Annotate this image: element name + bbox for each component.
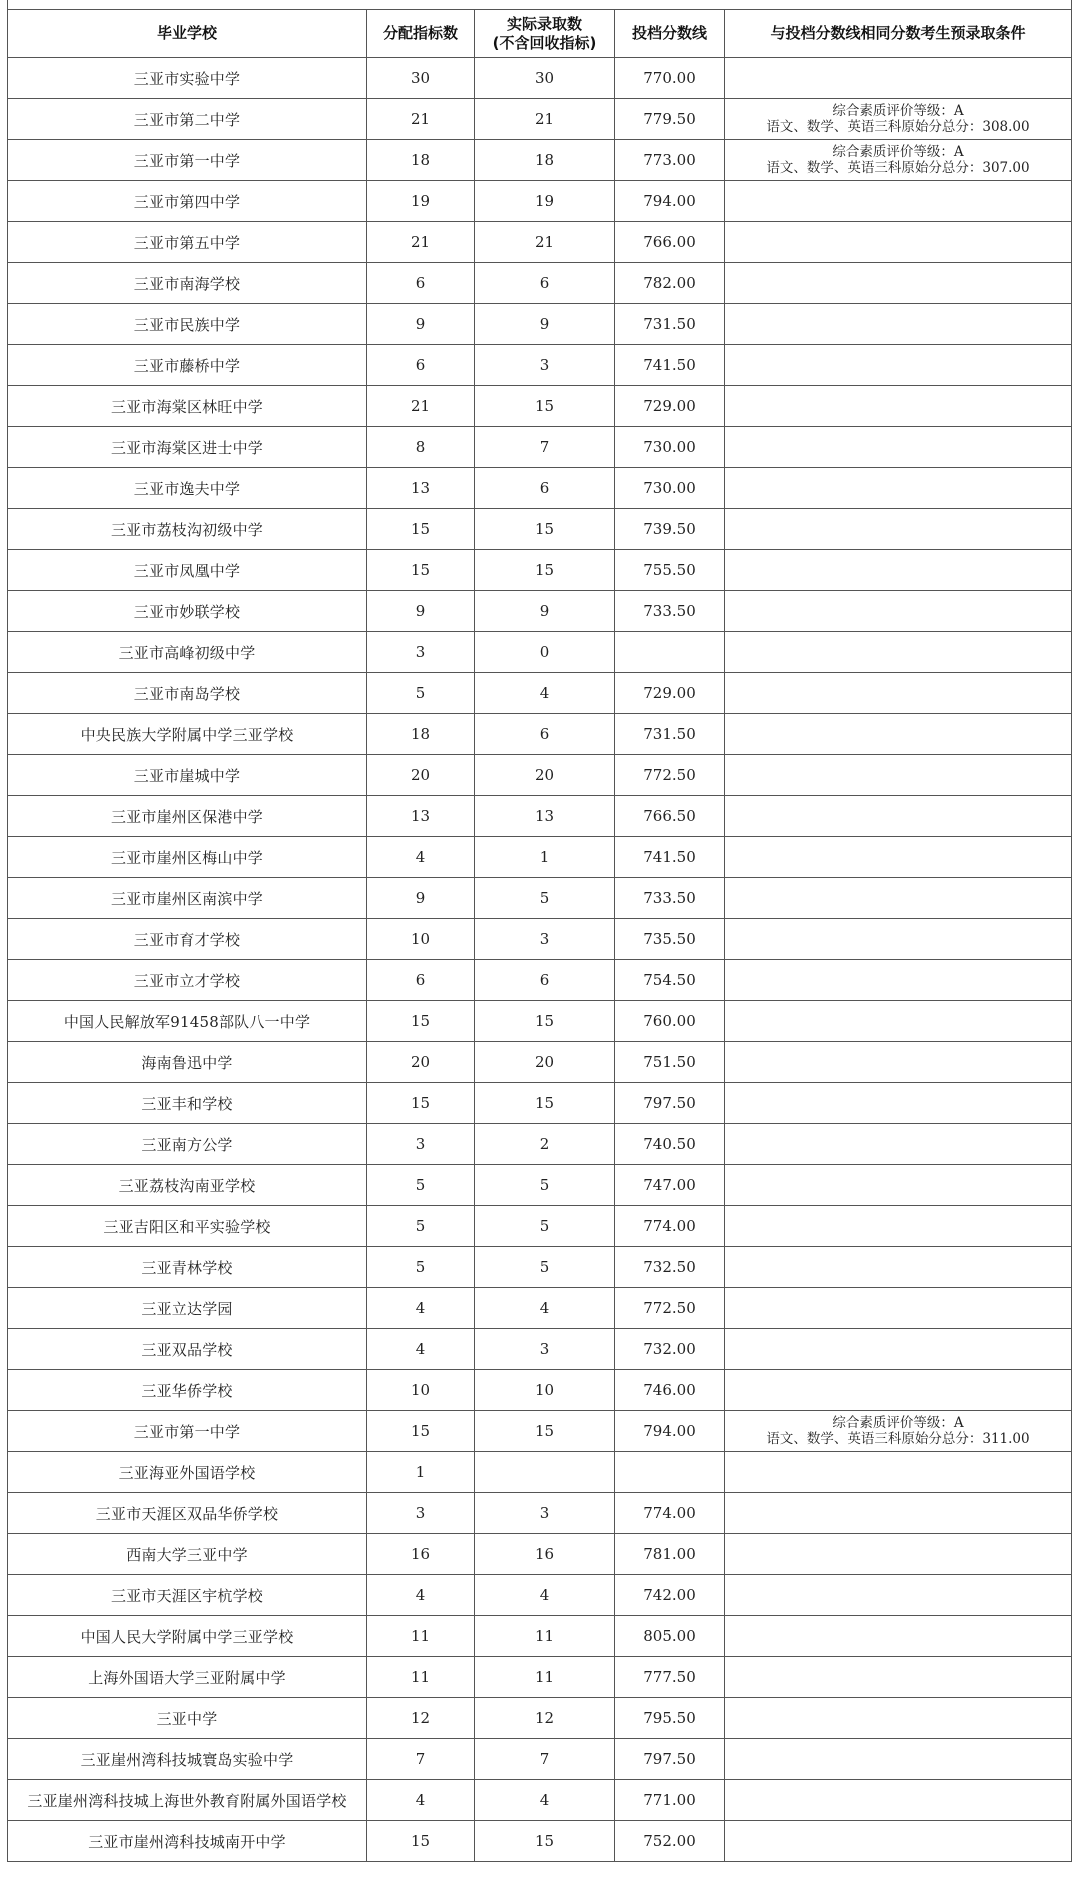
table-row [8, 1616, 1072, 1657]
score-line-cell: 742.00 [615, 1575, 725, 1616]
table-row [8, 796, 1072, 837]
quota-cell: 21 [367, 386, 475, 427]
quota-cell: 21 [367, 99, 475, 140]
school-name-cell: 三亚市南海学校 [8, 263, 367, 304]
quota-cell: 19 [367, 181, 475, 222]
admitted-count-cell: 6 [475, 468, 615, 509]
admission-condition-cell [725, 1821, 1072, 1862]
admission-condition-cell [725, 99, 1072, 140]
score-line-cell: 747.00 [615, 1165, 725, 1206]
admission-condition-cell [725, 1575, 1072, 1616]
school-name-cell: 三亚市育才学校 [8, 919, 367, 960]
school-name-cell: 三亚市第五中学 [8, 222, 367, 263]
admission-condition-cell [725, 386, 1072, 427]
score-line-cell: 760.00 [615, 1001, 725, 1042]
admission-condition-cell [725, 1042, 1072, 1083]
score-line-cell: 772.50 [615, 755, 725, 796]
admission-condition-cell [725, 58, 1072, 99]
admission-condition-cell [725, 1657, 1072, 1698]
quota-cell: 18 [367, 714, 475, 755]
admission-condition-cell [725, 345, 1072, 386]
table-row [8, 1411, 1072, 1452]
quota-cell: 7 [367, 1739, 475, 1780]
score-line-cell: 741.50 [615, 837, 725, 878]
score-line-cell: 772.50 [615, 1288, 725, 1329]
quota-cell: 15 [367, 1821, 475, 1862]
admission-condition-cell [725, 591, 1072, 632]
quota-cell: 15 [367, 550, 475, 591]
admission-condition-cell [725, 222, 1072, 263]
admission-condition-cell [725, 1124, 1072, 1165]
quota-cell: 4 [367, 1329, 475, 1370]
table-row [8, 837, 1072, 878]
admitted-count-cell: 15 [475, 550, 615, 591]
admitted-count-cell: 1 [475, 837, 615, 878]
admitted-count-cell: 16 [475, 1534, 615, 1575]
admitted-count-cell: 11 [475, 1616, 615, 1657]
quota-cell: 9 [367, 878, 475, 919]
table-row [8, 960, 1072, 1001]
admission-condition-cell [725, 1001, 1072, 1042]
quota-cell: 6 [367, 345, 475, 386]
admitted-count-cell: 19 [475, 181, 615, 222]
table-body [8, 58, 1072, 1862]
table-row [8, 714, 1072, 755]
admitted-count-cell: 3 [475, 1493, 615, 1534]
quota-cell: 4 [367, 837, 475, 878]
quota-cell: 18 [367, 140, 475, 181]
school-name-cell: 西南大学三亚中学 [8, 1534, 367, 1575]
score-line-cell: 779.50 [615, 99, 725, 140]
table-row [8, 1493, 1072, 1534]
school-name-cell: 三亚市实验中学 [8, 58, 367, 99]
table-row [8, 1206, 1072, 1247]
table-row [8, 1534, 1072, 1575]
school-name-cell: 三亚市海棠区林旺中学 [8, 386, 367, 427]
quota-cell: 20 [367, 1042, 475, 1083]
admitted-count-cell: 6 [475, 960, 615, 1001]
score-line-cell: 732.50 [615, 1247, 725, 1288]
school-name-cell: 三亚市立才学校 [8, 960, 367, 1001]
score-line-cell: 729.00 [615, 386, 725, 427]
school-name-cell: 三亚市逸夫中学 [8, 468, 367, 509]
admitted-count-cell: 0 [475, 632, 615, 673]
admission-condition-cell [725, 1616, 1072, 1657]
school-name-cell: 三亚南方公学 [8, 1124, 367, 1165]
quota-cell: 1 [367, 1452, 475, 1493]
quota-cell: 5 [367, 673, 475, 714]
quota-cell: 15 [367, 1411, 475, 1452]
table-row [8, 140, 1072, 181]
table-row [8, 1083, 1072, 1124]
admitted-count-cell: 3 [475, 345, 615, 386]
quota-cell: 13 [367, 468, 475, 509]
school-name-cell: 三亚市海棠区进士中学 [8, 427, 367, 468]
admission-condition-cell [725, 1206, 1072, 1247]
table-row [8, 1657, 1072, 1698]
quota-cell: 9 [367, 591, 475, 632]
admitted-count-cell: 3 [475, 919, 615, 960]
score-line-cell: 794.00 [615, 1411, 725, 1452]
admitted-count-cell: 9 [475, 591, 615, 632]
admission-score-table [7, 0, 1072, 1862]
condition-raw-score-total: 语文、数学、英语三科原始分总分：311.00 [766, 1431, 1030, 1447]
quota-cell: 3 [367, 1124, 475, 1165]
school-name-cell: 三亚双品学校 [8, 1329, 367, 1370]
admitted-count-cell: 4 [475, 1288, 615, 1329]
admitted-count-cell: 21 [475, 222, 615, 263]
table-row [8, 1001, 1072, 1042]
table-row [8, 1739, 1072, 1780]
admitted-count-cell: 7 [475, 1739, 615, 1780]
school-name-cell: 中央民族大学附属中学三亚学校 [8, 714, 367, 755]
table-row [8, 263, 1072, 304]
score-line-cell: 774.00 [615, 1206, 725, 1247]
quota-cell: 3 [367, 1493, 475, 1534]
admission-condition-cell [725, 427, 1072, 468]
score-line-cell: 730.00 [615, 468, 725, 509]
school-name-cell: 三亚市天涯区双品华侨学校 [8, 1493, 367, 1534]
admission-condition-cell [725, 1288, 1072, 1329]
table-row [8, 632, 1072, 673]
admission-condition-cell [725, 755, 1072, 796]
admitted-count-cell: 15 [475, 1083, 615, 1124]
admitted-count-cell: 15 [475, 509, 615, 550]
admission-condition-cell [725, 1247, 1072, 1288]
table-row [8, 181, 1072, 222]
school-name-cell: 三亚华侨学校 [8, 1370, 367, 1411]
score-line-cell: 733.50 [615, 878, 725, 919]
admission-condition-cell [725, 1083, 1072, 1124]
admission-condition-cell [725, 263, 1072, 304]
table-row [8, 1821, 1072, 1862]
school-name-cell: 三亚市崖州湾科技城南开中学 [8, 1821, 367, 1862]
school-name-cell: 三亚崖州湾科技城寰岛实验中学 [8, 1739, 367, 1780]
table-row [8, 427, 1072, 468]
school-name-cell: 三亚荔枝沟南亚学校 [8, 1165, 367, 1206]
school-name-cell: 上海外国语大学三亚附属中学 [8, 1657, 367, 1698]
header-admitted [475, 10, 615, 58]
quota-cell: 9 [367, 304, 475, 345]
admitted-count-cell: 5 [475, 1247, 615, 1288]
quota-cell: 15 [367, 509, 475, 550]
score-line-cell: 733.50 [615, 591, 725, 632]
quota-cell: 11 [367, 1657, 475, 1698]
table-row [8, 99, 1072, 140]
admitted-count-cell: 15 [475, 1411, 615, 1452]
table-row [8, 1165, 1072, 1206]
school-name-cell: 三亚市崖城中学 [8, 755, 367, 796]
quota-cell: 5 [367, 1206, 475, 1247]
quota-cell: 16 [367, 1534, 475, 1575]
school-name-cell: 三亚市第二中学 [8, 99, 367, 140]
score-line-cell: 794.00 [615, 181, 725, 222]
school-name-cell: 中国人民大学附属中学三亚学校 [8, 1616, 367, 1657]
quota-cell: 10 [367, 1370, 475, 1411]
table-row [8, 1124, 1072, 1165]
table-row [8, 919, 1072, 960]
quota-cell: 10 [367, 919, 475, 960]
quota-cell: 11 [367, 1616, 475, 1657]
header-admitted-line2: (不含回收指标) [492, 33, 597, 52]
admission-condition-cell [725, 878, 1072, 919]
score-line-cell: 770.00 [615, 58, 725, 99]
table-row [8, 1329, 1072, 1370]
score-line-cell: 752.00 [615, 1821, 725, 1862]
admission-condition-cell [725, 960, 1072, 1001]
table-row [8, 755, 1072, 796]
admitted-count-cell: 15 [475, 386, 615, 427]
admission-condition-cell [725, 550, 1072, 591]
admitted-count-cell: 20 [475, 755, 615, 796]
school-name-cell: 三亚崖州湾科技城上海世外教育附属外国语学校 [8, 1780, 367, 1821]
school-name-cell: 三亚吉阳区和平实验学校 [8, 1206, 367, 1247]
admission-condition-cell [725, 1370, 1072, 1411]
table-row [8, 1247, 1072, 1288]
admitted-count-cell: 13 [475, 796, 615, 837]
quota-cell: 30 [367, 58, 475, 99]
admitted-count-cell: 7 [475, 427, 615, 468]
school-name-cell: 三亚市藤桥中学 [8, 345, 367, 386]
score-line-cell: 771.00 [615, 1780, 725, 1821]
admission-condition-cell [725, 673, 1072, 714]
admitted-count-cell: 11 [475, 1657, 615, 1698]
admission-condition-cell [725, 1411, 1072, 1452]
quota-cell: 5 [367, 1165, 475, 1206]
school-name-cell: 三亚丰和学校 [8, 1083, 367, 1124]
table-row [8, 1698, 1072, 1739]
score-line-cell: 741.50 [615, 345, 725, 386]
school-name-cell: 三亚市崖州区梅山中学 [8, 837, 367, 878]
quota-cell: 4 [367, 1288, 475, 1329]
score-line-cell: 766.00 [615, 222, 725, 263]
admitted-count-cell: 4 [475, 673, 615, 714]
school-name-cell: 三亚市第四中学 [8, 181, 367, 222]
admission-condition-cell [725, 1534, 1072, 1575]
score-line-cell: 731.50 [615, 714, 725, 755]
admission-condition-cell [725, 140, 1072, 181]
admission-condition-cell [725, 181, 1072, 222]
condition-raw-score-total: 语文、数学、英语三科原始分总分：307.00 [766, 160, 1030, 176]
school-name-cell: 三亚市凤凰中学 [8, 550, 367, 591]
table-row [8, 673, 1072, 714]
condition-evaluation-grade: 综合素质评价等级：A [832, 144, 964, 160]
admission-condition-cell [725, 796, 1072, 837]
admitted-count-cell: 15 [475, 1821, 615, 1862]
school-name-cell: 三亚青林学校 [8, 1247, 367, 1288]
school-name-cell: 三亚市天涯区宇杭学校 [8, 1575, 367, 1616]
admission-condition-cell [725, 304, 1072, 345]
admission-condition-cell [725, 632, 1072, 673]
school-name-cell: 三亚市南岛学校 [8, 673, 367, 714]
score-line-cell: 732.00 [615, 1329, 725, 1370]
quota-cell: 4 [367, 1575, 475, 1616]
table-row [8, 1575, 1072, 1616]
admitted-count-cell: 9 [475, 304, 615, 345]
school-name-cell: 三亚市第一中学 [8, 1411, 367, 1452]
quota-cell: 6 [367, 960, 475, 1001]
condition-raw-score-total: 语文、数学、英语三科原始分总分：308.00 [766, 119, 1030, 135]
admitted-count-cell: 30 [475, 58, 615, 99]
admission-condition-cell [725, 837, 1072, 878]
header-school: 毕业学校 [8, 10, 367, 58]
admitted-count-cell [475, 1452, 615, 1493]
quota-cell: 21 [367, 222, 475, 263]
score-line-cell: 797.50 [615, 1083, 725, 1124]
table-row [8, 550, 1072, 591]
table-row [8, 1288, 1072, 1329]
school-name-cell: 三亚市崖州区南滨中学 [8, 878, 367, 919]
table-row [8, 304, 1072, 345]
admission-condition-cell [725, 1452, 1072, 1493]
score-line-cell: 781.00 [615, 1534, 725, 1575]
admitted-count-cell: 12 [475, 1698, 615, 1739]
admission-condition-cell [725, 1780, 1072, 1821]
score-line-cell: 782.00 [615, 263, 725, 304]
table-row [8, 468, 1072, 509]
admitted-count-cell: 21 [475, 99, 615, 140]
quota-cell: 6 [367, 263, 475, 304]
condition-evaluation-grade: 综合素质评价等级：A [832, 1415, 964, 1431]
quota-cell: 4 [367, 1780, 475, 1821]
table-row [8, 878, 1072, 919]
score-line-cell: 731.50 [615, 304, 725, 345]
quota-cell: 5 [367, 1247, 475, 1288]
table-row [8, 1780, 1072, 1821]
school-name-cell: 三亚市荔枝沟初级中学 [8, 509, 367, 550]
score-line-cell: 774.00 [615, 1493, 725, 1534]
admitted-count-cell: 5 [475, 1165, 615, 1206]
quota-cell: 3 [367, 632, 475, 673]
quota-cell: 8 [367, 427, 475, 468]
school-name-cell: 三亚市第一中学 [8, 140, 367, 181]
score-line-cell: 746.00 [615, 1370, 725, 1411]
table-row [8, 591, 1072, 632]
admission-condition-cell [725, 1493, 1072, 1534]
table-row [8, 222, 1072, 263]
score-line-cell: 730.00 [615, 427, 725, 468]
score-line-cell: 797.50 [615, 1739, 725, 1780]
admitted-count-cell: 4 [475, 1780, 615, 1821]
table-row [8, 58, 1072, 99]
admission-condition-cell [725, 1329, 1072, 1370]
school-name-cell: 三亚市妙联学校 [8, 591, 367, 632]
school-name-cell: 三亚市崖州区保港中学 [8, 796, 367, 837]
score-line-cell: 740.50 [615, 1124, 725, 1165]
school-name-cell: 中国人民解放军91458部队八一中学 [8, 1001, 367, 1042]
school-name-cell: 三亚市民族中学 [8, 304, 367, 345]
admission-condition-cell [725, 1698, 1072, 1739]
school-name-cell: 三亚立达学园 [8, 1288, 367, 1329]
admitted-count-cell: 15 [475, 1001, 615, 1042]
admission-score-table-sheet [7, 0, 1071, 1862]
admitted-count-cell: 6 [475, 263, 615, 304]
header-quota: 分配指标数 [367, 10, 475, 58]
admission-condition-cell [725, 509, 1072, 550]
table-header-row [8, 10, 1072, 58]
table-row [8, 509, 1072, 550]
score-line-cell: 805.00 [615, 1616, 725, 1657]
score-line-cell: 754.50 [615, 960, 725, 1001]
admitted-count-cell: 18 [475, 140, 615, 181]
admitted-count-cell: 5 [475, 1206, 615, 1247]
score-line-cell: 766.50 [615, 796, 725, 837]
table-top-border-row [8, 0, 1072, 10]
score-line-cell: 735.50 [615, 919, 725, 960]
quota-cell: 12 [367, 1698, 475, 1739]
quota-cell: 15 [367, 1001, 475, 1042]
admitted-count-cell: 20 [475, 1042, 615, 1083]
score-line-cell: 795.50 [615, 1698, 725, 1739]
quota-cell: 20 [367, 755, 475, 796]
score-line-cell [615, 1452, 725, 1493]
condition-evaluation-grade: 综合素质评价等级：A [832, 103, 964, 119]
score-line-cell [615, 632, 725, 673]
quota-cell: 15 [367, 1083, 475, 1124]
score-line-cell: 751.50 [615, 1042, 725, 1083]
school-name-cell: 三亚市高峰初级中学 [8, 632, 367, 673]
score-line-cell: 777.50 [615, 1657, 725, 1698]
header-admitted-line1: 实际录取数 [506, 14, 582, 33]
admission-condition-cell [725, 1739, 1072, 1780]
table-row [8, 386, 1072, 427]
table-row [8, 1370, 1072, 1411]
admitted-count-cell: 10 [475, 1370, 615, 1411]
admission-condition-cell [725, 468, 1072, 509]
score-line-cell: 755.50 [615, 550, 725, 591]
admission-condition-cell [725, 919, 1072, 960]
table-row [8, 1452, 1072, 1493]
admitted-count-cell: 5 [475, 878, 615, 919]
school-name-cell: 三亚中学 [8, 1698, 367, 1739]
admitted-count-cell: 6 [475, 714, 615, 755]
score-line-cell: 729.00 [615, 673, 725, 714]
table-row [8, 345, 1072, 386]
admitted-count-cell: 3 [475, 1329, 615, 1370]
header-score: 投档分数线 [615, 10, 725, 58]
score-line-cell: 739.50 [615, 509, 725, 550]
quota-cell: 13 [367, 796, 475, 837]
admission-condition-cell [725, 1165, 1072, 1206]
admitted-count-cell: 2 [475, 1124, 615, 1165]
table-row [8, 1042, 1072, 1083]
admission-condition-cell [725, 714, 1072, 755]
header-condition: 与投档分数线相同分数考生预录取条件 [725, 10, 1072, 58]
school-name-cell: 三亚海亚外国语学校 [8, 1452, 367, 1493]
school-name-cell: 海南鲁迅中学 [8, 1042, 367, 1083]
admitted-count-cell: 4 [475, 1575, 615, 1616]
score-line-cell: 773.00 [615, 140, 725, 181]
